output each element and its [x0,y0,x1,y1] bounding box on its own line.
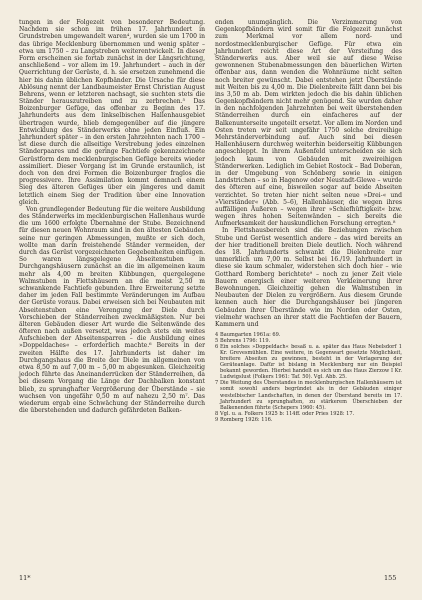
footnote-number: 9 [215,416,219,423]
footnote-text: Ein solches »Doppeldach« besaß u. a. später das Haus Nebelsdorf 1 Kr. Grevesmühlen. Eine weitere, in Gegenwart gesetzte Möglichkeit, breitere Abseiten zu gewinnen, besteht in der Verlagerung der Geräteanlage. Dafür ist bislang in Mecklenburg nur ein Beispiel bekannt geworden. Hierbei handelt es sich um das Haus Zierzow I Kr. Ludwigslust (Folkers 1961: Taf. 50). Vgl. Abb. 25. [220,344,402,381]
right-column [215,19,402,423]
left-column [19,19,205,414]
footnote-number: 7 [215,380,219,387]
footnote-text: Vgl. u. a. Folkers 1925 b: 114ff. oder Pries 1928: 17. [220,410,355,417]
signature-mark: 11* [19,574,31,582]
body-paragraph: In Flettshausbereich sind die Beziehungen zwischen Stube und Gerüst wesentlich andere – das wird bereits an der hier traditionell breiten Diele deutlich. Noch während des 18. Jahrhunderts schwankt die Dielenbreite nur unmerklich um 7,00 m. Selbst bei 16./19. Jahrhundert in diese sie kaum schmaler, widerstehen sich doch hier – wie Gotthard Romberg berichtete⁹ – noch zu jener Zeit viele Bauern energisch einer weiteren Verkleinerung ihrer Bewohnungen. Gleichzeitig gehen die Walmstuben in Neubauten der Dielen zu vergrößern. Aus diesem Grunde kennen auch hier die Durchgangshäuser bei jüngeren Gebäuden ihrer Überstände wie im Norden oder Osten, vielmehr wachsen an ihrer statt die Fachtiefen der Bauern, Kammern und [215,227,402,328]
footnote-text: Romberg 1926: 116. [220,416,273,423]
footnote-number: 6 [215,344,219,351]
body-paragraph: enden unumgänglich. Die Verzimmerung von Gegenkopfbändern wird somit für die Folgezeit zunächst zum Merkmal vor allem nord- und nordostmecklenburgischer Gefüge. Für etwa ein Jahrhundert reicht diese Art der Versteifung des Ständerwerks aus. Aber weil sie auf diese Weise gewonnenen Stubenabmessungen den bäuerlichen Wirten offenbar aus, dann wenden die Wohnräume nicht selten noch breiter gewünscht. Dabei entstehen jetzt Überstände mit Weiten bis zu 4,00 m. Die Dielenbreite fällt dann bei bis ins 3,50 m ab. Dem wirkten jedoch die bis dahin üblichen Gegenkopfbändern nicht mehr genügend. Sie wurden daher in den nachfolgenden Jahrzehnten bei weit überstehenden Ständerreihen durch ein einfacheres auf der Balkenunterseite ungeteilt ersetzt. Vor allem im Norden und Osten treten wir seit ungefähr 1750 solche dreireihige Mehrständerverbindung auf. Auch sind bei diesen Hallenhäusern durchweg weiterhin beiderseitig Kübbungen angeschleppt. In ihrem Außenfeld unterscheiden sie sich jedoch kaum von Gebäuden mit zweireihigen Ständerwerken. Lediglich im Gebiet Rostock – Bad Doberan, in der Umgebung von Schönberg sowie in einigen Landstrichen – so in Hagenow oder Neustadt-Glewe – wurde des öfteren auf eine, bisweilen sogar auf beide Abseiten verzichtet. So treten hier nicht selten neue »Drei-« und »Vierständer« (Abb. 5–6), Hallenhäuser, die wegen ihres auffälligen Äußeren – wegen ihrer »Schiefhüftigkeit« bzw. wegen ihres hohen Seitenwänden – sich bereits die Aufmerksamkeit der hauskundlichen Forschung erregten.⁸ [215,19,402,228]
footnote [215,417,402,423]
footnote-number: 8 [215,410,219,417]
footnote-text: Behrens 1796: 119. [220,338,271,345]
page-number: 155 [384,574,397,582]
body-paragraph: tungen in der Folgezeit von besonderer Bedeutung. Nachdem sie schon im frühen 17. Jahrhundert in Grundstreben umgewandelt waren⁴, wurden sie um 1700 in das übrige Mecklenburg übernommen und wenig später – etwa um 1750 – zu Langstreben weiterentwickelt. In dieser Form erscheinen sie fortab zunächst in der Längsrichtung, anschließend – vor allem im 19. Jahrhundert – auch in der Querrichtung der Gerüste, d. h. sie ersetzen zunehmend die hier bis dahin üblichen Kopfbänder. Die Ursache für diese Ablösung nennt der Landbaumeister Ernst Christian August Behrens, wenn er letzteren nachsagt, sie suchten stets die Ständer herauszutreiben und zu zerbrechen.⁵ Das Boizenburger Gefüge, das offenbar zu Beginn des 17. Jahrhunderts aus dem linkselbischen Hallenhausgebiet übertragen wurde, blieb demgegenüber auf die jüngere Entwicklung des Ständerwerks ohne jeden Einfluß. Ein Jahrhundert später – in den ersten Jahrzehnten nach 1700 – ist diese durch die allseitige Verstrebung jedes einzelnen Ständerpaares und die geringe Fachtiefe gekennzeichnete Gerüstform dem mecklenburgischen Gefüge bereits wieder assimiliert. Dieser Vorgang ist im Grunde erstaunlich, ist doch von den drei Formen die Boizenburger fraglos die progressivere. Ihre Assimilation kommt demnach einem Sieg des älteren Gefüges über ein jüngeres und damit letztlich einem Sieg der Tradition über eine Innovation gleich. [19,19,205,206]
footnote-number: 4 [215,332,219,339]
footnote-text: Die Weitung des Überstandes in mecklenburgischen Hallenhäusern ist somit sowohl anders begründet als in der Gebäuden einiger westelbischer Landschaften, in denen der Überstand bereits im 17. Jahrhundert zu sprunghaften, zu stärkerem Überschieben der Balkenenden führte (Schepers 1960: 45). [220,380,402,411]
body-paragraph: Von grundlegender Bedeutung für die weitere Ausbildung des Ständerwerks im mecklenburgischen Hallenhaus wurde die um 1600 erfolgte Übernahme der Stube. Bezeichnend für diesen neuen Wohnraum sind in den ältesten Gebäuden seine nur geringen Abmessungen, mußte er sich doch, wollte man darin freistehende Ständer vermeiden, der durch das Gerüst vorgezeichneten Gegebenheiten einfügen. So waren längsgelegene Abseitenstuben in Durchgangshäusern zunächst an die im allgemeinen kaum mehr als 4,00 m breiten Kübbungen, quergelegene Walmstuben in Flettshäusern an die meist 2,50 m schwankende Fachtiefe gebunden. Ihre Erweiterung setzte daher im jeden Fall bestimmte Veränderungen im Aufbau der Gerüste voraus. Dabei erweisen sich bei Neubauten mit Abseitenstuben eine Verengung der Diele durch Vorschieben der Ständerreihen zweckmäßigsten. Nur bei älteren Gebäuden dieser Art wurde die Seitenwände des öfteren nach außen versetzt, was jedoch stets ein weites Aufschieben der Abseitensparren – die Ausbildung eines »Doppeldaches« – erforderlich machte.⁶ Bereits in der zweiten Hälfte des 17. Jahrhunderts ist daher im Durchgangshaus die Breite der Diele im allgemeinen von etwa 8,50 m auf 7,00 m – 5,00 m abgesunken. Gleichzeitig jedoch führte das Aneinanderrücken der Ständerreihen, da bei diesem Vorgang die Länge der Dachbalken konstant blieb, zu sprunghafter Vergrößerung der Überstände – sie wuchsen von ungefähr 0,50 m auf nahezu 2,50 m⁷. Das wiederum ergab eine Schwächung der Ständerreihe durch die überstehenden und dadurch gefährdeten Balken- [19,205,205,415]
footnotes [215,332,402,423]
footnote [215,344,402,380]
footnote-text: Baumgarten 1961a: 69. [220,332,281,339]
footnote-number: 5 [215,338,219,345]
footnote [215,380,402,410]
